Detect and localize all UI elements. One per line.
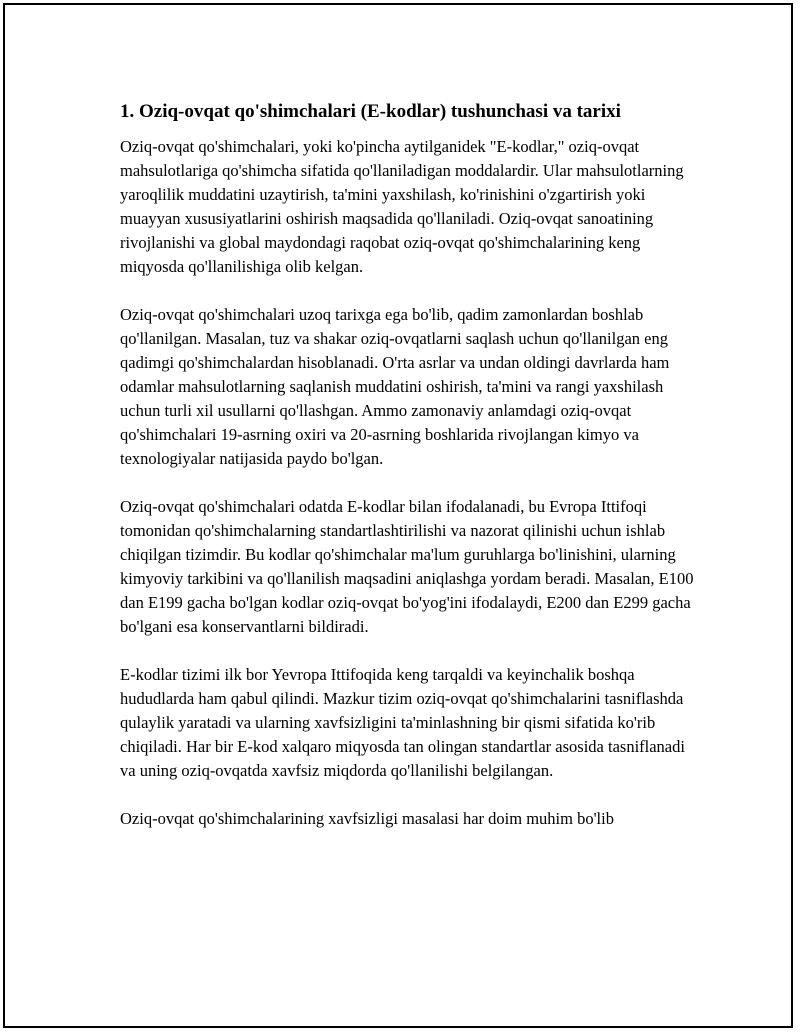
document-body: [120, 99, 700, 831]
paragraph-1: Oziq-ovqat qo'shimchalari, yoki ko'pincha aytilganidek "E-kodlar," oziq-ovqat mahsulotlariga qo'shimcha sifatida qo'llaniladigan moddalardir. Ular mahsulotlarning yaroqlilik muddatini uzaytirish, ta'mini yaxshilash, ko'rinishini o'zgartirish yoki muayyan xususiyatlarini oshirish maqsadida qo'llaniladi. Oziq-ovqat sanoatining rivojlanishi va global maydondagi raqobat oziq-ovqat qo'shimchalarining keng miqyosda qo'llanilishiga olib kelgan.: [120, 137, 684, 276]
paragraph-2: Oziq-ovqat qo'shimchalari uzoq tarixga ega bo'lib, qadim zamonlardan boshlab qo'llanilgan. Masalan, tuz va shakar oziq-ovqatlarni saqlash uchun qo'llanilgan eng qadimgi qo'shimchalardan hisoblanadi. O'rta asrlar va undan oldingi davrlarda ham odamlar mahsulotlarning saqlanish muddatini oshirish, ta'mini va rangi yaxshilash uchun turli xil usullarni qo'llashgan. Ammo zamonaviy anlamdagi oziq-ovqat qo'shimchalari 19-asrning oxiri va 20-asrning boshlarida rivojlangan kimyo va texnologiyalar natijasida paydo bo'lgan.: [120, 305, 670, 468]
page-frame: [3, 3, 793, 1028]
section-heading: 1. Oziq-ovqat qo'shimchalari (E-kodlar) tushunchasi va tarixi: [120, 101, 621, 122]
paragraph-5: Oziq-ovqat qo'shimchalarining xavfsizligi masalasi har doim muhim bo'lib: [120, 809, 614, 828]
paragraph-4: E-kodlar tizimi ilk bor Yevropa Ittifoqida keng tarqaldi va keyinchalik boshqa hududlarda ham qabul qilindi. Mazkur tizim oziq-ovqat qo'shimchalarini tasniflashda qulaylik yaratadi va ularning xavfsizligini ta'minlashning bir qismi sifatida ko'rib chiqiladi. Har bir E-kod xalqaro miqyosda tan olingan standartlar asosida tasniflanadi va uning oziq-ovqatda xavfsiz miqdorda qo'llanilishi belgilangan.: [120, 665, 685, 780]
paragraph-3: Oziq-ovqat qo'shimchalari odatda E-kodlar bilan ifodalanadi, bu Evropa Ittifoqi tomonidan qo'shimchalarning standartlashtirilishi va nazorat qilinishi uchun ishlab chiqilgan tizimdir. Bu kodlar qo'shimchalar ma'lum guruhlarga bo'linishini, ularning kimyoviy tarkibini va qo'llanilish maqsadini aniqlashga yordam beradi. Masalan, E100 dan E199 gacha bo'lgan kodlar oziq-ovqat bo'yog'ini ifodalaydi, E200 dan E299 gacha bo'lgani esa konservantlarni bildiradi.: [120, 497, 694, 636]
